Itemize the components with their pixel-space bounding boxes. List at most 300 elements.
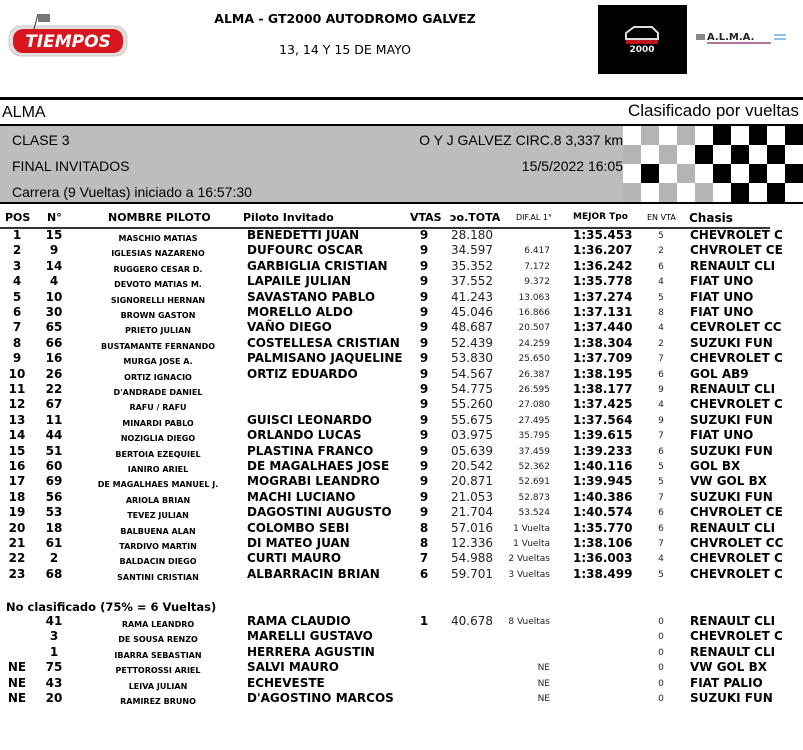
driver-name: RAMIREZ BRUNO	[120, 697, 196, 706]
best-lap-number: 2	[658, 246, 664, 257]
car-number: 11	[45, 412, 63, 427]
guest-driver: MARELLI GUSTAVO	[247, 629, 373, 644]
checker-square	[767, 145, 785, 164]
position: NE	[7, 660, 27, 675]
best-lap: 1:35.453	[573, 228, 633, 242]
checker-square	[677, 126, 695, 145]
laps: 9	[419, 335, 429, 350]
total-time: 48.687	[451, 320, 493, 335]
guest-driver: DUFOURC OSCAR	[247, 243, 364, 258]
car-number: 68	[45, 566, 63, 581]
checker-square	[677, 164, 695, 183]
gap-to-first: NE	[537, 663, 550, 674]
total-time: 21.053	[451, 489, 493, 504]
driver-name: TARDIVO MARTIN	[119, 542, 197, 551]
gap-to-first: 2 Vueltas	[508, 554, 550, 565]
position: 23	[8, 566, 26, 581]
position: 17	[8, 474, 26, 489]
laps: 9	[419, 397, 429, 412]
car-number: 30	[45, 305, 63, 319]
laps: 8	[419, 536, 429, 550]
chassis: VW GOL BX	[690, 660, 767, 675]
gap-to-first: 53.524	[518, 508, 550, 519]
guest-driver: PALMISANO JAQUELINE	[247, 351, 403, 366]
position: NE	[7, 675, 27, 690]
gap-to-first: 9.372	[524, 277, 550, 288]
car-number: 56	[45, 489, 63, 504]
checker-square	[695, 164, 713, 183]
checker-square	[677, 183, 695, 202]
checker-square	[749, 126, 767, 145]
total-time: 28.180	[451, 228, 493, 242]
col-pos: POS	[5, 211, 31, 224]
best-lap-number: 7	[658, 354, 664, 365]
position: 18	[8, 489, 26, 504]
driver-name: BALBUENA ALAN	[120, 526, 196, 536]
total-time: 40.678	[451, 614, 493, 628]
best-lap-number: 0	[658, 617, 664, 627]
checker-square	[659, 126, 677, 145]
report-datetime: 15/5/2022 16:05	[521, 158, 623, 174]
guest-driver: MACHI LUCIANO	[247, 489, 356, 504]
best-lap: 1:38.304	[573, 335, 633, 350]
total-time: 55.675	[451, 412, 493, 427]
checker-square	[695, 183, 713, 202]
best-lap-number: 7	[658, 431, 664, 442]
chassis: SUZUKI FUN	[690, 335, 773, 350]
table-row	[0, 428, 803, 443]
chassis: FIAT UNO	[690, 305, 754, 319]
guest-driver: COLOMBO SEBI	[247, 520, 350, 535]
total-time: 54.567	[451, 366, 493, 381]
table-row	[0, 551, 803, 566]
car-number: 3	[49, 629, 59, 644]
chassis: VW GOL BX	[690, 474, 767, 489]
svg-text:2000: 2000	[629, 45, 655, 55]
position: 10	[8, 366, 26, 381]
laps: 9	[419, 412, 429, 427]
col-chassis: Chasis	[689, 211, 733, 225]
best-lap-number: 0	[658, 663, 664, 674]
gap-to-first: 3 Vueltas	[508, 569, 550, 580]
driver-name: DE MAGALHAES MANUEL J.	[97, 480, 219, 490]
driver-name: BERTOIA EZEQUIEL	[115, 449, 201, 459]
best-lap-number: 2	[658, 338, 664, 349]
car-number: 2	[49, 551, 59, 566]
checker-square	[731, 126, 749, 145]
table-row	[0, 320, 803, 335]
table-row	[0, 521, 803, 536]
gap-to-first: 26.387	[518, 369, 550, 380]
event-dates: 13, 14 Y 15 DE MAYO	[279, 42, 411, 57]
col-number: N°	[47, 211, 62, 224]
session-name: FINAL INVITADOS	[12, 158, 130, 174]
laps: 1	[419, 614, 429, 628]
best-lap: 1:37.425	[573, 397, 633, 412]
table-row	[0, 614, 803, 629]
guest-driver: HERRERA AGUSTIN	[247, 644, 375, 659]
driver-name: RAMA LEANDRO	[121, 620, 195, 629]
gap-to-first: 27.495	[518, 415, 550, 426]
chassis: CHEVROLET C	[690, 228, 783, 242]
gap-to-first: 26.595	[518, 385, 550, 395]
best-lap: 1:35.770	[573, 520, 633, 535]
car-number: 44	[45, 428, 63, 443]
guest-driver: ORLANDO LUCAS	[247, 428, 362, 443]
laps: 9	[419, 459, 429, 473]
position: 16	[8, 459, 26, 473]
total-time: 05.639	[451, 443, 493, 458]
best-lap: 1:39.615	[573, 428, 633, 443]
best-lap-number: 0	[658, 694, 664, 704]
guest-driver: COSTELLESA CRISTIAN	[247, 335, 400, 350]
total-time: 41.243	[451, 289, 493, 304]
laps: 9	[419, 258, 429, 273]
driver-name: ORTIZ IGNACIO	[124, 372, 192, 382]
col-laps: VTAS	[410, 211, 442, 224]
car-number: 67	[45, 397, 63, 412]
best-lap-number: 9	[658, 415, 664, 426]
best-lap: 1:37.131	[573, 305, 633, 319]
chassis: GOL BX	[690, 459, 741, 473]
driver-name: BROWN GASTON	[120, 311, 196, 320]
best-lap: 1:38.106	[573, 536, 633, 550]
table-row	[0, 290, 803, 305]
driver-name: IANIRO ARIEL	[127, 465, 189, 474]
best-lap: 1:40.386	[573, 489, 633, 504]
race-class: CLASE 3	[12, 132, 70, 148]
best-lap: 1:35.778	[573, 274, 633, 289]
car-number: 20	[45, 691, 63, 705]
gap-to-first: 27.080	[518, 400, 550, 411]
svg-text:TIEMPOS: TIEMPOS	[25, 32, 111, 52]
total-time: 12.336	[451, 536, 493, 550]
driver-name: TEVEZ JULIAN	[127, 511, 189, 521]
driver-name: IBARRA SEBASTIAN	[114, 650, 202, 660]
classification-method: Clasificado por vueltas	[627, 101, 799, 120]
total-time: 34.597	[451, 243, 493, 258]
position: 4	[12, 274, 22, 289]
col-total-time: ɔo.TOTA	[450, 211, 501, 224]
driver-name: NOZIGLIA DIEGO	[120, 434, 196, 444]
checker-square	[623, 164, 641, 183]
chassis: FIAT UNO	[690, 289, 754, 304]
car-number: 18	[45, 520, 63, 535]
best-lap-number: 0	[658, 632, 664, 643]
page-title: ALMA - GT2000 AUTODROMO GALVEZ	[214, 11, 476, 26]
chassis: CEVROLET CC	[690, 320, 782, 335]
position: 9	[12, 351, 22, 366]
driver-name: BALDACIN DIEGO	[119, 557, 197, 567]
chassis: CHVROLET CC	[690, 536, 784, 550]
tiempos-logo	[8, 12, 128, 58]
checker-square	[785, 145, 803, 164]
driver-name: MASCHIO MATIAS	[118, 234, 198, 243]
gap-to-first: 52.691	[518, 477, 550, 488]
driver-name: SIGNORELLI HERNAN	[110, 295, 206, 305]
chassis: RENAULT CLI	[690, 614, 776, 628]
chassis: GOL AB9	[690, 366, 749, 381]
checker-square	[749, 164, 767, 183]
driver-name: IGLESIAS NAZARENO	[111, 249, 205, 259]
laps: 6	[419, 566, 429, 581]
table-row	[0, 645, 803, 660]
position: 8	[12, 335, 22, 350]
table-row	[0, 243, 803, 258]
checker-square	[785, 183, 803, 202]
checker-square	[731, 164, 749, 183]
best-lap: 1:36.242	[573, 258, 633, 273]
car-number: 26	[45, 366, 63, 381]
checker-square	[749, 183, 767, 202]
guest-driver: MOGRABI LEANDRO	[247, 474, 380, 489]
col-guest-driver: Piloto Invitado	[243, 211, 334, 224]
driver-name: DEVOTO MATIAS M.	[114, 280, 202, 290]
guest-driver: ECHEVESTE	[247, 675, 325, 690]
not-classified-title: No clasificado (75% = 6 Vueltas)	[6, 600, 217, 614]
svg-text:A.L.M.A.: A.L.M.A.	[707, 32, 755, 43]
position: 3	[12, 258, 22, 273]
car-number: 1	[49, 644, 59, 659]
laps: 9	[419, 489, 429, 504]
laps: 9	[419, 274, 429, 289]
laps: 9	[419, 228, 429, 242]
position: 13	[8, 412, 26, 427]
checker-square	[659, 183, 677, 202]
total-time: 54.775	[451, 382, 493, 396]
best-lap-number: 5	[658, 569, 664, 580]
guest-driver: DAGOSTINI AUGUSTO	[247, 505, 392, 520]
chassis: CHVROLET CE	[690, 505, 783, 520]
checker-square	[713, 183, 731, 202]
race-info-banner	[0, 124, 803, 204]
car-number: 41	[45, 614, 63, 628]
col-gap-first: DIF.AL 1°	[516, 213, 552, 222]
car-number: 43	[45, 675, 63, 690]
gap-to-first: 24.259	[518, 338, 550, 349]
checker-square	[695, 126, 713, 145]
driver-name: RAFU / RAFU	[129, 403, 187, 413]
best-lap-number: 0	[658, 678, 664, 689]
guest-driver: BENEDETTI JUAN	[247, 228, 360, 242]
table-row	[0, 336, 803, 351]
position: 22	[8, 551, 26, 566]
laps: 9	[419, 428, 429, 443]
total-time: 20.542	[451, 459, 493, 473]
best-lap-number: 5	[658, 292, 664, 303]
gap-to-first: 1 Vuelta	[513, 523, 550, 534]
organization-name: ALMA	[2, 104, 46, 121]
guest-driver: ORTIZ EDUARDO	[247, 366, 358, 381]
gap-to-first: 6.417	[524, 246, 550, 257]
guest-driver: RAMA CLAUDIO	[247, 614, 351, 628]
checker-square	[767, 126, 785, 145]
checker-square	[641, 126, 659, 145]
position: 5	[12, 289, 22, 304]
best-lap: 1:38.195	[573, 366, 633, 381]
total-time: 53.830	[451, 351, 493, 366]
guest-driver: SAVASTANO PABLO	[247, 289, 376, 304]
car-number: 22	[45, 382, 63, 396]
checker-square	[695, 145, 713, 164]
best-lap-number: 6	[658, 508, 664, 519]
checker-square	[713, 126, 731, 145]
best-lap-number: 7	[658, 492, 664, 503]
chassis: SUZUKI FUN	[690, 412, 773, 427]
gt2000-logo	[598, 5, 687, 74]
checker-square	[713, 145, 731, 164]
table-row	[0, 382, 803, 397]
checker-square	[641, 183, 659, 202]
position: 21	[8, 536, 26, 550]
checker-square	[749, 145, 767, 164]
checker-square	[785, 126, 803, 145]
laps: 9	[419, 474, 429, 489]
best-lap: 1:40.574	[573, 505, 633, 520]
guest-driver: CURTI MAURO	[247, 551, 342, 566]
chassis: CHVROLET CE	[690, 243, 783, 258]
guest-driver: LAPAILE JULIAN	[247, 274, 352, 289]
chassis: RENAULT CLI	[690, 382, 776, 396]
car-number: 75	[45, 660, 63, 675]
car-number: 9	[49, 243, 59, 258]
table-row	[0, 259, 803, 274]
position: NE	[7, 691, 27, 705]
gap-to-first: 8 Vueltas	[508, 617, 550, 627]
guest-driver: ALBARRACIN BRIAN	[247, 566, 380, 581]
guest-driver: DI MATEO JUAN	[247, 536, 350, 550]
laps: 9	[419, 443, 429, 458]
driver-name: MINARDI PABLO	[122, 418, 194, 428]
position: 2	[12, 243, 22, 258]
gap-to-first: 13.063	[518, 292, 550, 303]
table-row	[0, 305, 803, 320]
chassis: FIAT UNO	[690, 274, 754, 289]
table-row	[0, 691, 803, 706]
chassis: FIAT UNO	[690, 428, 754, 443]
laps: 9	[419, 320, 429, 335]
car-number: 65	[45, 320, 63, 335]
best-lap-number: 0	[658, 647, 664, 658]
car-number: 15	[45, 228, 63, 242]
chassis: SUZUKI FUN	[690, 443, 773, 458]
col-driver-name: NOMBRE PILOTO	[108, 211, 211, 224]
results-table-header	[0, 211, 803, 226]
guest-driver: PLASTINA FRANCO	[247, 443, 374, 458]
gap-to-first: 1 Vuelta	[513, 539, 550, 549]
position: 20	[8, 520, 26, 535]
car-number: 60	[45, 459, 63, 473]
gap-to-first: 52.873	[518, 492, 550, 503]
car-number: 10	[45, 289, 63, 304]
laps: 9	[419, 505, 429, 520]
best-lap: 1:38.499	[573, 566, 633, 581]
total-time: 55.260	[451, 397, 493, 412]
chassis: SUZUKI FUN	[690, 489, 773, 504]
total-time: 52.439	[451, 335, 493, 350]
guest-driver: SALVI MAURO	[247, 660, 339, 675]
checker-square	[767, 183, 785, 202]
best-lap-number: 4	[658, 277, 664, 288]
checker-square	[731, 183, 749, 202]
checker-square	[641, 164, 659, 183]
chassis: CHEVROLET C	[690, 566, 783, 581]
chassis: CHEVROLET C	[690, 351, 783, 366]
checker-square	[713, 164, 731, 183]
position: 19	[8, 505, 26, 520]
guest-driver: DE MAGALHAES JOSE	[247, 459, 390, 473]
total-time: 21.704	[451, 505, 493, 520]
col-best-lap: MEJOR Tpo	[573, 212, 628, 222]
header-divider	[0, 97, 803, 100]
table-row	[0, 228, 803, 243]
table-row	[0, 490, 803, 505]
chassis: CHEVROLET C	[690, 629, 783, 644]
car-number: 14	[45, 258, 63, 273]
laps: 9	[419, 366, 429, 381]
best-lap: 1:37.440	[573, 320, 633, 335]
best-lap-number: 4	[658, 400, 664, 411]
checker-square	[767, 164, 785, 183]
position: 11	[8, 382, 26, 396]
total-time: 54.988	[451, 551, 493, 566]
driver-name: DE SOUSA RENZO	[118, 635, 198, 645]
position: 14	[8, 428, 26, 443]
gap-to-first: 25.650	[518, 354, 550, 365]
best-lap-number: 6	[658, 446, 664, 457]
car-number: 69	[45, 474, 63, 489]
checker-square	[623, 183, 641, 202]
best-lap-number: 4	[658, 323, 664, 334]
table-row	[0, 367, 803, 382]
car-number: 16	[45, 351, 63, 366]
gap-to-first: 20.507	[518, 323, 550, 334]
best-lap-number: 5	[658, 477, 664, 488]
checker-square	[659, 145, 677, 164]
best-lap: 1:38.177	[573, 382, 633, 396]
laps: 9	[419, 351, 429, 366]
table-row	[0, 660, 803, 675]
best-lap-number: 6	[658, 523, 664, 534]
position: 1	[12, 228, 22, 242]
total-time: 35.352	[451, 258, 493, 273]
position: 6	[12, 305, 22, 319]
driver-name: LEIVA JULIAN	[128, 681, 188, 691]
position: 7	[12, 320, 22, 335]
driver-name: ARIOLA BRIAN	[125, 495, 191, 505]
chassis: RENAULT CLI	[690, 258, 776, 273]
chassis: RENAULT CLI	[690, 644, 776, 659]
chassis: RENAULT CLI	[690, 520, 776, 535]
table-row	[0, 505, 803, 520]
banner-bottom-line	[0, 202, 803, 204]
driver-name: MURGA JOSE A.	[123, 357, 193, 367]
checker-square	[623, 126, 641, 145]
checker-square	[623, 145, 641, 164]
driver-name: D'ANDRADE DANIEL	[113, 388, 203, 397]
laps: 7	[419, 551, 429, 566]
table-row	[0, 676, 803, 691]
table-row	[0, 397, 803, 412]
guest-driver: GARBIGLIA CRISTIAN	[247, 258, 388, 273]
laps: 9	[419, 382, 429, 396]
total-time: 45.046	[451, 305, 493, 319]
car-number: 4	[49, 274, 59, 289]
chassis: FIAT PALIO	[690, 675, 763, 690]
best-lap-number: 5	[658, 231, 664, 241]
table-row	[0, 536, 803, 551]
best-lap-number: 5	[658, 462, 664, 472]
